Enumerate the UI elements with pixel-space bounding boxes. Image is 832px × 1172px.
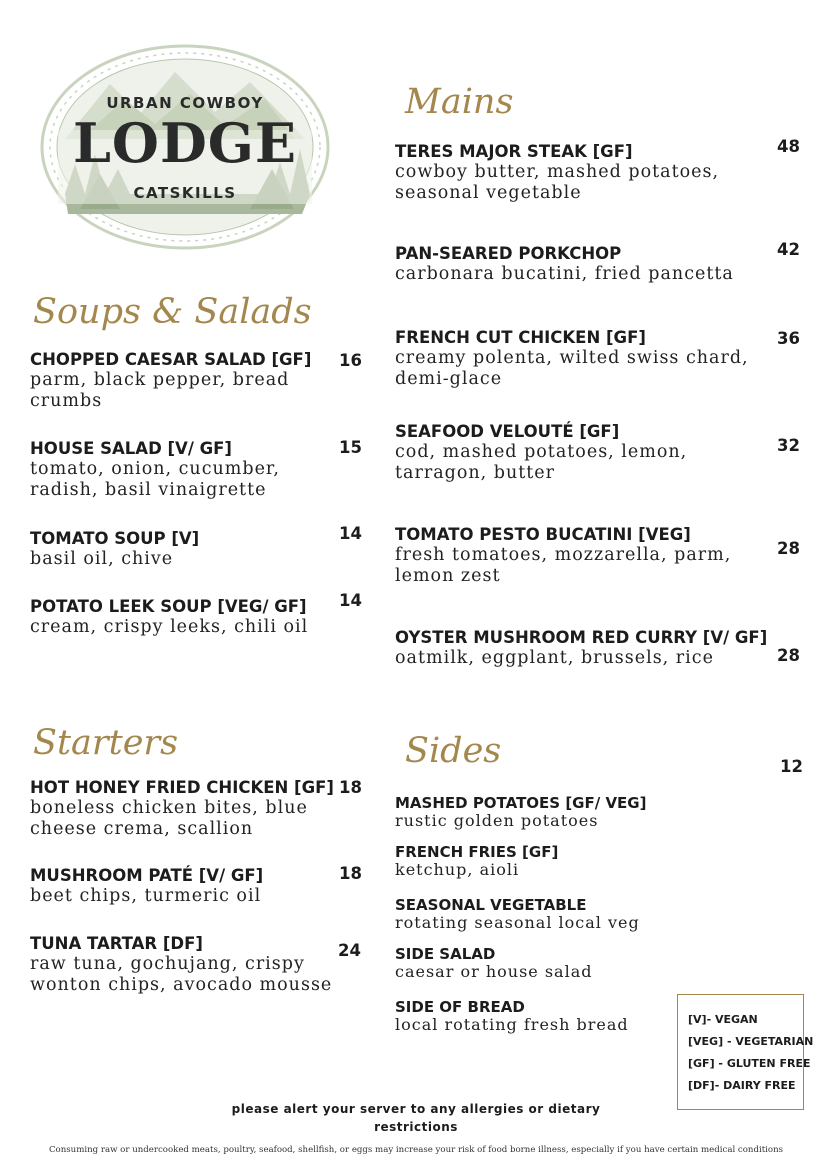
mains-heading: Mains	[405, 82, 514, 122]
item-description: carbonara bucatini, fried pancetta	[395, 264, 734, 284]
side-description: rotating seasonal local veg	[395, 913, 640, 932]
soups-salads-heading: Soups & Salads	[33, 292, 312, 332]
menu-item	[30, 350, 330, 411]
item-name: FRENCH CUT CHICKEN [GF]	[395, 328, 646, 347]
item-description: fresh tomatoes, mozzarella, parm, lemon zest	[395, 545, 732, 586]
side-item	[395, 897, 665, 931]
legend-gluten-free: [GF] - GLUTEN FREE	[688, 1057, 811, 1070]
starters-heading: Starters	[33, 723, 179, 763]
menu-item	[395, 328, 765, 389]
item-price: 36	[777, 329, 800, 348]
side-description: caesar or house salad	[395, 962, 593, 981]
logo-line-lodge: LODGE	[72, 111, 298, 175]
item-description: tomato, onion, cucumber, radish, basil vinaigrette	[30, 459, 280, 500]
item-description: parm, black pepper, bread crumbs	[30, 370, 290, 411]
sides-heading: Sides	[405, 731, 502, 771]
menu-item	[395, 244, 765, 285]
item-name: PAN-SEARED PORKCHOP	[395, 244, 622, 263]
side-item	[395, 844, 665, 878]
legend-vegetarian: [VEG] - VEGETARIAN	[688, 1035, 814, 1048]
logo-line-urban-cowboy: URBAN COWBOY	[106, 94, 264, 112]
menu-item	[30, 439, 330, 500]
item-price: 42	[777, 240, 800, 259]
item-description: basil oil, chive	[30, 549, 174, 569]
item-name: HOT HONEY FRIED CHICKEN [GF]	[30, 778, 334, 797]
sides-price: 12	[780, 757, 803, 776]
item-price: 18	[339, 778, 362, 797]
menu-item	[395, 142, 765, 203]
logo-line-catskills: CATSKILLS	[133, 184, 237, 202]
side-name: SIDE SALAD	[395, 945, 496, 963]
menu-item	[395, 422, 765, 483]
item-name: TERES MAJOR STEAK [GF]	[395, 142, 633, 161]
side-name: SIDE OF BREAD	[395, 998, 525, 1016]
item-name: TOMATO SOUP [V]	[30, 529, 200, 548]
item-description: cod, mashed potatoes, lemon, tarragon, butter	[395, 442, 688, 483]
menu-item	[30, 597, 330, 638]
side-name: MASHED POTATOES [GF/ VEG]	[395, 794, 647, 812]
food-safety-disclaimer: Consuming raw or undercooked meats, poultry, seafood, shellfish, or eggs may increase your risk of food borne illness, especially if you have certain medical conditions	[48, 1145, 784, 1155]
item-price: 18	[339, 864, 362, 883]
item-price: 14	[339, 524, 362, 543]
legend-dairy-free: [DF]- DAIRY FREE	[688, 1079, 796, 1092]
item-price: 24	[338, 941, 361, 960]
item-name: HOUSE SALAD [V/ GF]	[30, 439, 232, 458]
item-description: creamy polenta, wilted swiss chard, demi-glace	[395, 348, 749, 389]
item-description: raw tuna, gochujang, crispy wonton chips, avocado mousse	[30, 954, 333, 995]
item-description: cowboy butter, mashed potatoes, seasonal vegetable	[395, 162, 720, 203]
item-price: 28	[777, 539, 800, 558]
side-item	[395, 795, 665, 829]
menu-item	[30, 778, 360, 839]
item-name: CHOPPED CAESAR SALAD [GF]	[30, 350, 312, 369]
lodge-logo	[40, 44, 330, 250]
dietary-legend	[677, 994, 814, 1110]
legend-vegan: [V]- VEGAN	[688, 1013, 758, 1026]
item-price: 32	[777, 436, 800, 455]
item-price: 48	[777, 137, 800, 156]
side-name: SEASONAL VEGETABLE	[395, 896, 587, 914]
item-price: 16	[339, 351, 362, 370]
item-name: OYSTER MUSHROOM RED CURRY [V/ GF]	[395, 628, 768, 647]
allergy-note: please alert your server to any allergies or dietary restrictions	[231, 1102, 601, 1134]
item-price: 28	[777, 646, 800, 665]
side-description: ketchup, aioli	[395, 860, 520, 879]
side-description: local rotating fresh bread	[395, 1015, 629, 1034]
side-name: FRENCH FRIES [GF]	[395, 843, 559, 861]
item-name: TUNA TARTAR [DF]	[30, 934, 203, 953]
item-name: SEAFOOD VELOUTÉ [GF]	[395, 422, 620, 441]
menu-item	[30, 934, 360, 995]
menu-item	[30, 866, 330, 907]
menu-item	[30, 529, 330, 570]
menu-item	[395, 525, 765, 586]
menu-item	[395, 628, 770, 669]
item-description: boneless chicken bites, blue cheese crema, scallion	[30, 798, 308, 839]
item-description: beet chips, turmeric oil	[30, 886, 262, 906]
item-name: TOMATO PESTO BUCATINI [VEG]	[395, 525, 691, 544]
item-price: 15	[339, 438, 362, 457]
item-name: MUSHROOM PATÉ [V/ GF]	[30, 866, 264, 885]
item-description: oatmilk, eggplant, brussels, rice	[395, 648, 714, 668]
side-item	[395, 946, 665, 980]
side-description: rustic golden potatoes	[395, 811, 599, 830]
side-item	[395, 999, 665, 1033]
item-description: cream, crispy leeks, chili oil	[30, 617, 309, 637]
item-price: 14	[339, 591, 362, 610]
item-name: POTATO LEEK SOUP [VEG/ GF]	[30, 597, 307, 616]
